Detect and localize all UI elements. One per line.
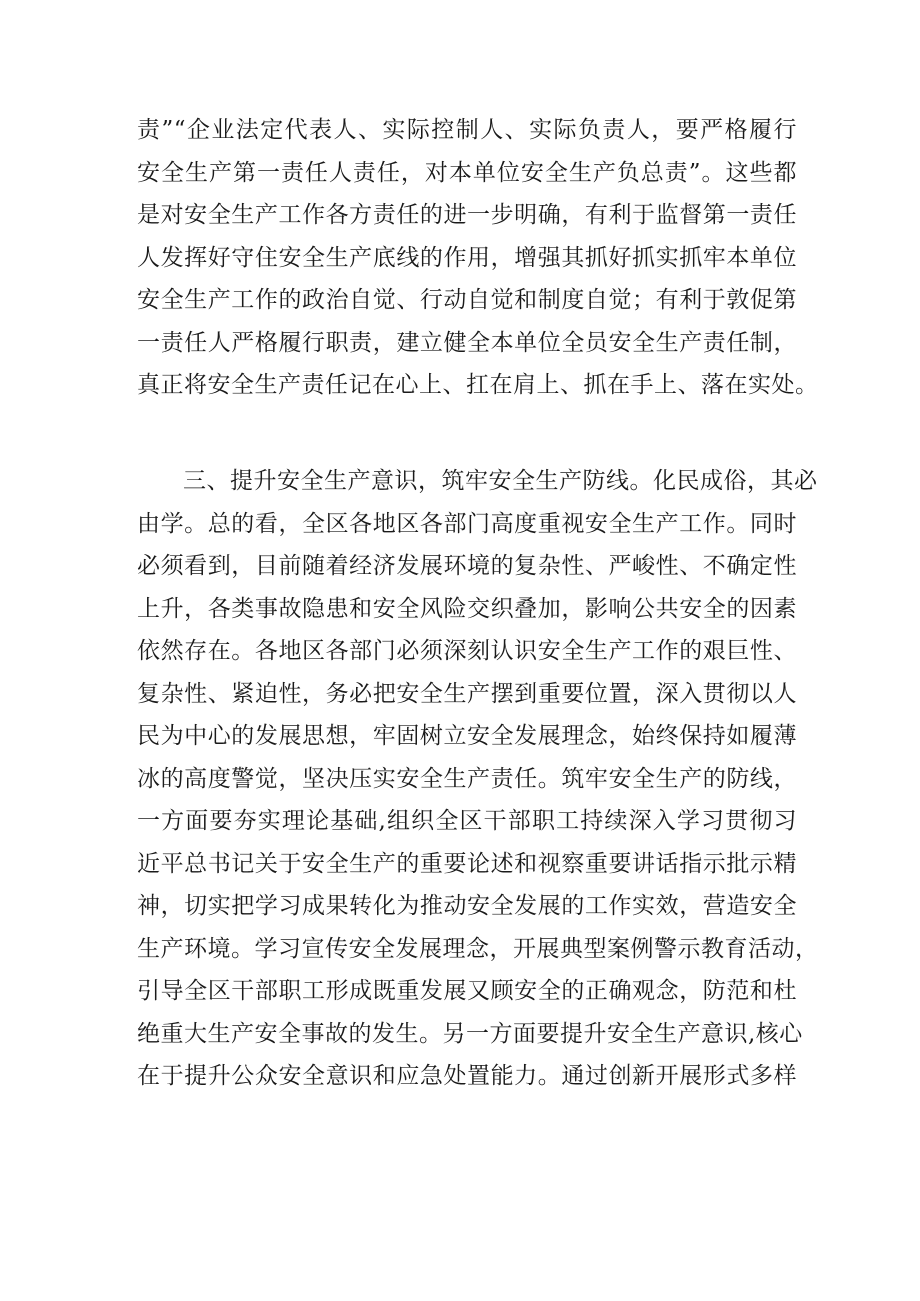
paragraph-line: 责”“企业法定代表人、实际控制人、实际负责人，要严格履行	[137, 117, 797, 143]
paragraph-line: 安全生产第一责任人责任，对本单位安全生产负总责”。这些都	[137, 159, 797, 186]
paragraph-2	[137, 460, 819, 1140]
paragraph-line: 引导全区干部职工形成既重发展又顾安全的正确观念，防范和杜	[137, 978, 797, 1004]
paragraph-line: 由学。总的看，全区各地区各部门高度重视安全生产工作。同时	[137, 510, 797, 537]
paragraph-line: 神，切实把学习成果转化为推动安全发展的工作实效，营造安全	[137, 893, 797, 919]
paragraph-line: 安全生产工作的政治自觉、行动自觉和制度自觉；有利于敦促第	[137, 287, 797, 313]
paragraph-line: 生产环境。学习宣传安全发展理念，开展典型案例警示教育活动，	[137, 935, 819, 962]
paragraph-line: 上升，各类事故隐患和安全风险交织叠加，影响公共安全的因素	[137, 595, 797, 622]
paragraph-line: 绝重大生产安全事故的发生。另一方面要提升安全生产意识,核心	[137, 1020, 803, 1047]
paragraph-line: 人发挥好守住安全生产底线的作用，增强其抓好抓实抓牢本单位	[137, 244, 797, 271]
paragraph-line: 民为中心的发展思想，牢固树立安全发展理念，始终保持如履薄	[137, 723, 797, 749]
paragraph-line: 依然存在。各地区各部门必须深刻认识安全生产工作的艰巨性、	[137, 638, 797, 664]
paragraph-1	[137, 109, 819, 407]
paragraph-line	[137, 1098, 797, 1141]
paragraph-line: 一责任人严格履行职责，建立健全本单位全员安全生产责任制，	[137, 329, 797, 356]
section-heading-line: 三、提升安全生产意识，筑牢安全生产防线。化民成俗，其必	[183, 468, 818, 494]
paragraph-line: 必须看到，目前随着经济发展环境的复杂性、严峻性、不确定性	[137, 553, 797, 579]
paragraph-line: 是对安全生产工作各方责任的进一步明确，有利于监督第一责任	[137, 202, 797, 228]
paragraph-line: 复杂性、紧迫性，务必把安全生产摆到重要位置，深入贯彻以人	[137, 680, 797, 707]
paragraph-line: 一方面要夯实理论基础,组织全区干部职工持续深入学习贯彻习	[137, 808, 797, 834]
paragraph-line: 在于提升公众安全意识和应急处置能力。通过创新开展形式多样	[137, 1063, 797, 1089]
paragraph-line: 真正将安全生产责任记在心上、扛在肩上、抓在手上、落在实处。	[137, 372, 819, 398]
paragraph-line: 近平总书记关于安全生产的重要论述和视察重要讲话指示批示精	[137, 850, 797, 877]
paragraph-line: 冰的高度警觉，坚决压实安全生产责任。筑牢安全生产的防线，	[137, 765, 797, 792]
